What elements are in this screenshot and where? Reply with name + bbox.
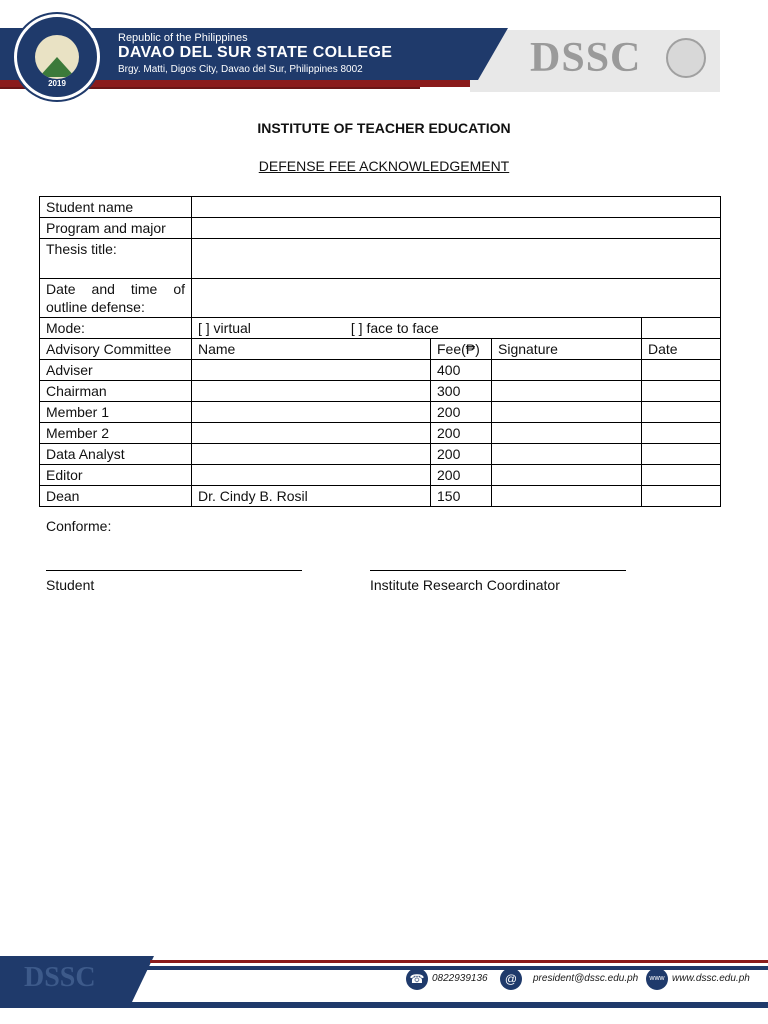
- program-field[interactable]: [192, 218, 721, 239]
- fee-cell: 200: [431, 465, 492, 486]
- seal-mountain: [39, 57, 75, 77]
- program-label: Program and major: [40, 218, 192, 239]
- role-cell: Chairman: [40, 381, 192, 402]
- role-cell: Adviser: [40, 360, 192, 381]
- role-cell: Editor: [40, 465, 192, 486]
- role-cell: Data Analyst: [40, 444, 192, 465]
- seal-emblem: [35, 35, 79, 79]
- footer: [0, 956, 768, 1024]
- date-cell[interactable]: [642, 360, 721, 381]
- date-cell[interactable]: [642, 465, 721, 486]
- student-name-field[interactable]: [192, 197, 721, 218]
- college-seal-icon: [14, 14, 100, 100]
- footer-dssc-wordmark: DSSC: [24, 962, 96, 993]
- footer-blue-stripe: [146, 966, 768, 970]
- table-row: [40, 486, 721, 507]
- web-icon: www: [646, 968, 668, 990]
- face-to-face-checkbox[interactable]: [ ] face to face: [350, 320, 439, 336]
- form-title: DEFENSE FEE ACKNOWLEDGEMENT: [258, 158, 510, 174]
- defense-date-label: [40, 279, 192, 318]
- table-row: [40, 381, 721, 402]
- table-row: [40, 402, 721, 423]
- table-header-row: [40, 339, 721, 360]
- name-cell[interactable]: Dr. Cindy B. Rosil: [192, 486, 431, 507]
- table-row: [40, 465, 721, 486]
- signature-cell[interactable]: [492, 360, 642, 381]
- col-name: Name: [192, 339, 431, 360]
- fee-cell: 200: [431, 423, 492, 444]
- footer-red-stripe: [150, 960, 768, 963]
- col-signature: Signature: [492, 339, 642, 360]
- col-date: Date: [642, 339, 721, 360]
- table-row: [40, 360, 721, 381]
- date-cell[interactable]: [642, 486, 721, 507]
- role-cell: Member 2: [40, 423, 192, 444]
- footer-email[interactable]: president@dssc.edu.ph: [533, 973, 639, 984]
- table-row: [40, 218, 721, 239]
- signature-cell[interactable]: [492, 423, 642, 444]
- footer-bottom-band: [0, 1002, 768, 1008]
- signature-cell[interactable]: [492, 465, 642, 486]
- thesis-title-label: Thesis title:: [40, 239, 192, 279]
- fee-cell: 150: [431, 486, 492, 507]
- defense-date-label-line2: outline defense:: [46, 299, 145, 315]
- name-cell[interactable]: [192, 444, 431, 465]
- date-cell[interactable]: [642, 444, 721, 465]
- email-icon: @: [500, 968, 522, 990]
- table-row: [40, 239, 721, 279]
- thesis-title-field[interactable]: [192, 239, 721, 279]
- table-row: [40, 423, 721, 444]
- mode-options: [192, 318, 642, 339]
- col-committee: Advisory Committee: [40, 339, 192, 360]
- name-cell[interactable]: [192, 465, 431, 486]
- role-cell: Member 1: [40, 402, 192, 423]
- coordinator-signatory-label: Institute Research Coordinator: [370, 577, 560, 593]
- signature-cell[interactable]: [492, 444, 642, 465]
- signature-cell[interactable]: [492, 486, 642, 507]
- seal-year: 2019: [48, 79, 66, 88]
- letterhead: [0, 0, 768, 96]
- fee-cell: 200: [431, 402, 492, 423]
- table-row: [40, 279, 721, 318]
- table-row: [40, 197, 721, 218]
- role-cell: Dean: [40, 486, 192, 507]
- name-cell[interactable]: [192, 381, 431, 402]
- mode-extra-cell: [642, 318, 721, 339]
- virtual-checkbox[interactable]: [ ] virtual: [198, 320, 251, 336]
- coordinator-signature-line[interactable]: [370, 570, 626, 571]
- header-band-slant: [478, 28, 508, 80]
- name-cell[interactable]: [192, 360, 431, 381]
- name-cell[interactable]: [192, 423, 431, 444]
- dssc-wordmark: DSSC: [530, 35, 642, 81]
- col-fee: Fee(₱): [431, 339, 492, 360]
- fee-cell: 200: [431, 444, 492, 465]
- defense-date-label-line1: Date and time of: [46, 281, 185, 297]
- conforme-label: Conforme:: [46, 518, 112, 534]
- date-cell[interactable]: [642, 423, 721, 444]
- table-row: [40, 318, 721, 339]
- phone-icon: ☎: [406, 968, 428, 990]
- footer-website[interactable]: www.dssc.edu.ph: [672, 973, 750, 984]
- table-row: [40, 444, 721, 465]
- signature-cell[interactable]: [492, 402, 642, 423]
- fee-cell: 300: [431, 381, 492, 402]
- date-cell[interactable]: [642, 402, 721, 423]
- student-name-label: Student name: [40, 197, 192, 218]
- signature-cell[interactable]: [492, 381, 642, 402]
- college-address: Brgy. Matti, Digos City, Davao del Sur, Philippines 8002: [118, 64, 363, 75]
- acknowledgement-table: [39, 196, 721, 507]
- secondary-seal-icon: [666, 38, 706, 78]
- student-signature-line[interactable]: [46, 570, 302, 571]
- republic-label: Republic of the Philippines: [118, 32, 248, 44]
- college-name: DAVAO DEL SUR STATE COLLEGE: [118, 44, 393, 61]
- defense-date-field[interactable]: [192, 279, 721, 318]
- student-signatory-label: Student: [46, 577, 95, 593]
- name-cell[interactable]: [192, 402, 431, 423]
- fee-cell: 400: [431, 360, 492, 381]
- footer-phone: 0822939136: [432, 973, 488, 984]
- institute-title: INSTITUTE OF TEACHER EDUCATION: [257, 120, 511, 136]
- mode-label: Mode:: [40, 318, 192, 339]
- date-cell[interactable]: [642, 381, 721, 402]
